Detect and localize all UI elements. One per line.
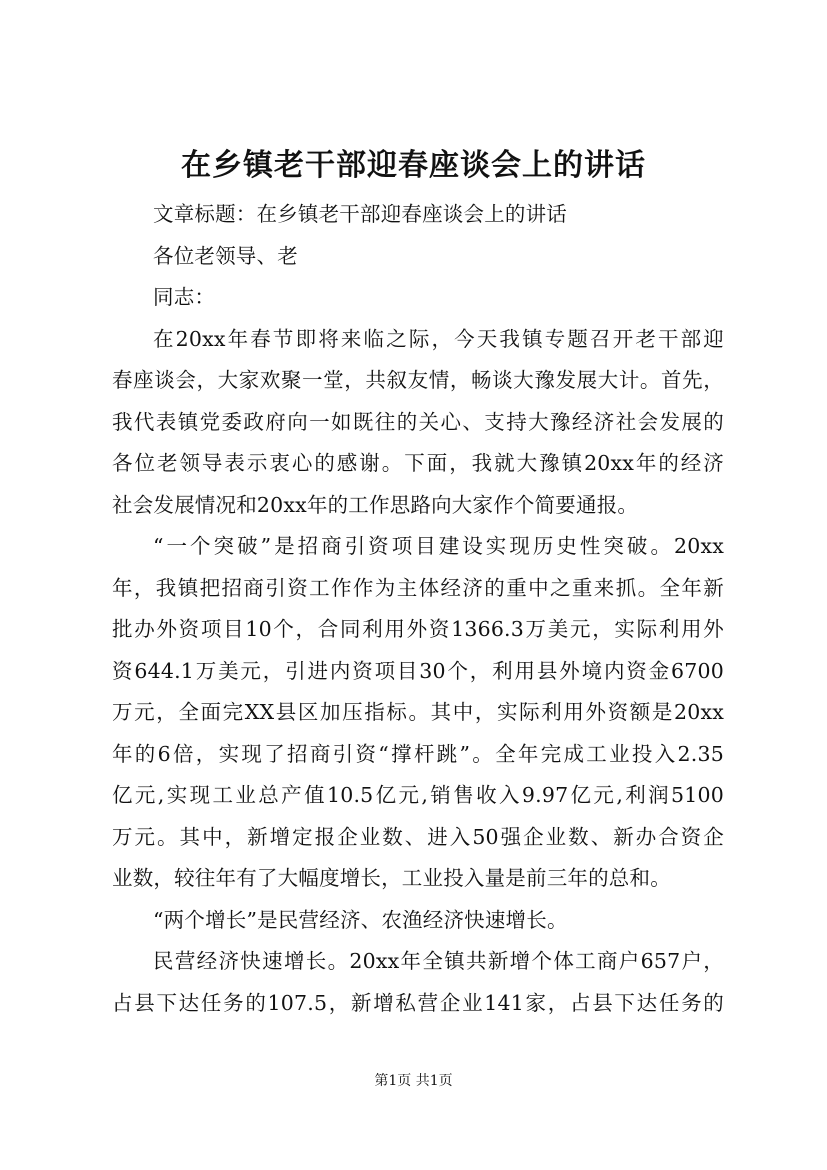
paragraph-line: 业数，较往年有了大幅度增长，工业投入量是前三年的总和。 xyxy=(112,866,671,890)
paragraph-line: 在20xx年春节即将来临之际，今天我镇专题召开老干部迎 xyxy=(153,326,724,351)
page-footer: 第1页 共1页 xyxy=(374,1073,453,1089)
paragraph-line: 年，我镇把招商引资工作作为主体经济的重中之重来抓。全年新 xyxy=(112,575,724,600)
paragraph-line: 我代表镇党委政府向一如既往的关心、支持大豫经济社会发展的 xyxy=(112,409,724,434)
paragraph-line: 万元，全面完XX县区加压指标。其中，实际利用外资额是20xx xyxy=(112,700,724,724)
document-body xyxy=(112,194,724,1024)
salutation-line: 各位老领导、老 xyxy=(153,243,298,268)
paragraph-line: 占县下达任务的107.5，新增私营企业141家，占县下达任务的 xyxy=(112,990,724,1015)
paragraph-line: 社会发展情况和20xx年的工作思路向大家作个简要通报。 xyxy=(112,492,639,517)
paragraph-line: “一个突破”是招商引资项目建设实现历史性突破。20xx xyxy=(153,534,724,558)
page-title: 在乡镇老干部迎春座谈会上的讲话 xyxy=(181,148,646,183)
article-title-line: 文章标题：在乡镇老干部迎春座谈会上的讲话 xyxy=(153,202,567,226)
paragraph-line: 春座谈会，大家欢聚一堂，共叙友情，畅谈大豫发展大计。首先， xyxy=(112,368,724,392)
paragraph-line: 万元。其中，新增定报企业数、进入50强企业数、新办合资企 xyxy=(112,824,724,849)
salutation-line: 同志： xyxy=(153,285,216,309)
paragraph-line: 年的6倍，实现了招商引资“撑杆跳”。全年完成工业投入2.35 xyxy=(112,741,724,766)
paragraph-line: 各位老领导表示衷心的感谢。下面，我就大豫镇20xx年的经济 xyxy=(112,451,724,475)
paragraph-line: 批办外资项目10个，合同利用外资1366.3万美元，实际利用外 xyxy=(112,617,724,641)
paragraph-line: 资644.1万美元，引进内资项目30个，利用县外境内资金6700 xyxy=(112,658,724,683)
paragraph-line: “两个增长”是民营经济、农渔经济快速增长。 xyxy=(153,907,568,932)
paragraph-line: 民营经济快速增长。20xx年全镇共新增个体工商户657户， xyxy=(153,949,724,973)
paragraph-line: 亿元,实现工业总产值10.5亿元,销售收入9.97亿元,利润5100 xyxy=(112,783,724,807)
